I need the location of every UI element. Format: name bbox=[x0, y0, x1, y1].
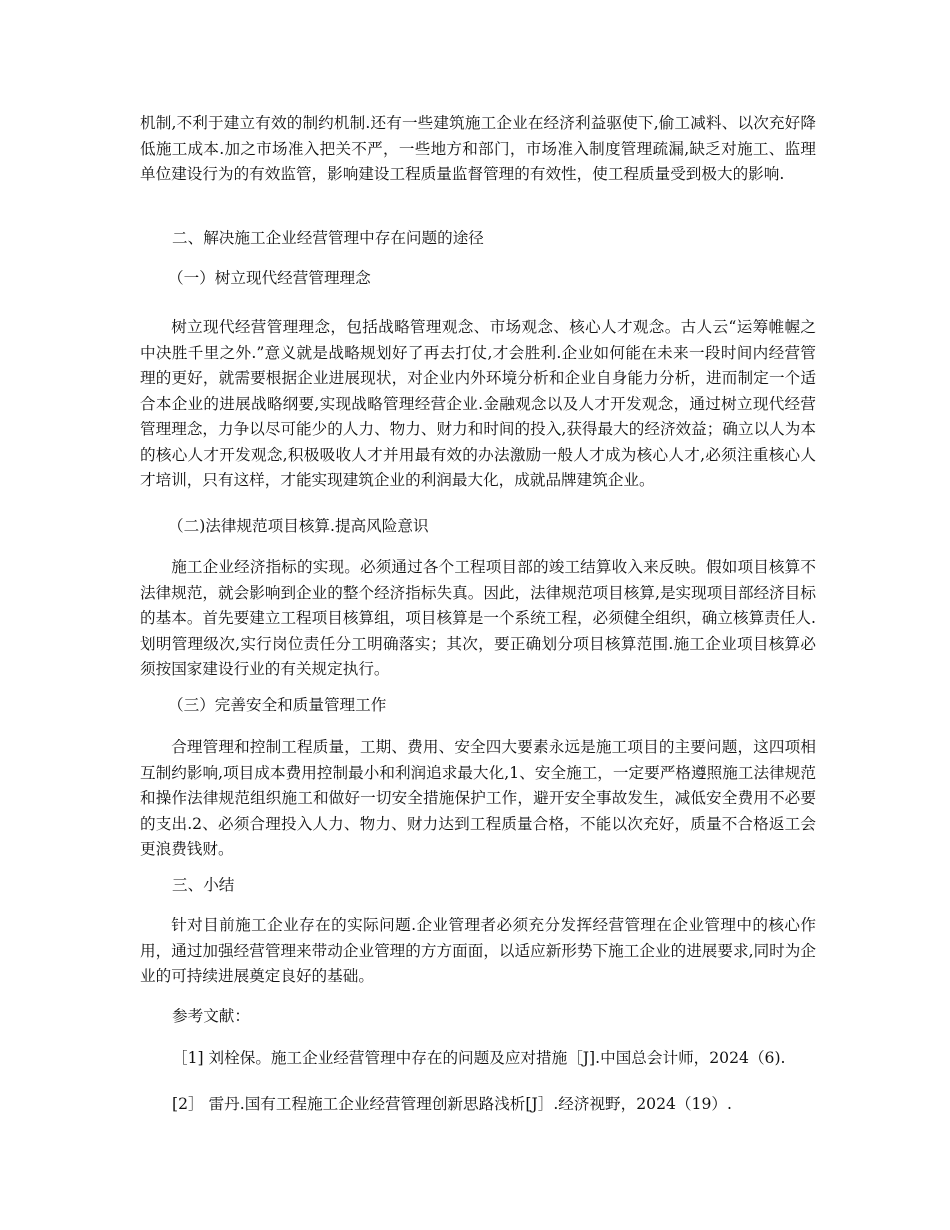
section-heading-summary: 三、小结 bbox=[172, 876, 235, 894]
reference-item: ［1] 刘栓保。施工企业经营管理中存在的问题及应对措施［J].中国总会计师，2024（6). bbox=[172, 1049, 786, 1067]
subsection-heading-2: （二)法律规范项目核算.提高风险意识 bbox=[168, 517, 429, 535]
paragraph-safety-quality: 合理管理和控制工程质量，工期、费用、安全四大要素永远是施工项目的主要问题，这四项相互制约影响,项目成本费用控制最小和利润追求最大化,1、安全施工，一定要严格遵照施工法律规范和操作法律规范组织施工和做好一切安全措施保护工作，避开安全事故发生，减低安全费用不必要的支出.2、必须合理投入人力、物力、财力达到工程质量合格，不能以次充好，质量不合格返工会更浪费钱财。 bbox=[140, 738, 816, 858]
section-heading-solutions: 二、解决施工企业经营管理中存在问题的途径 bbox=[172, 229, 484, 247]
reference-item: [2］ 雷丹.国有工程施工企业经营管理创新思路浅析[J］.经济视野，2024（19）. bbox=[172, 1095, 732, 1113]
paragraph-project-accounting: 施工企业经济指标的实现。必须通过各个工程项目部的竣工结算收入来反映。假如项目核算不法律规范，就会影响到企业的整个经济指标失真。因此，法律规范项目核算,是实现项目部经济目标的基本。首先要建立工程项目核算组，项目核算是一个系统工程，必须健全组织，确立核算责任人.划明管理级次,实行岗位责任分工明确落实；其次，要正确划分项目核算范围.施工企业项目核算必须按国家建设行业的有关规定执行。 bbox=[140, 558, 816, 678]
paragraph-continuation: 机制,不利于建立有效的制约机制.还有一些建筑施工企业在经济利益驱使下,偷工减料、以次充好降低施工成本.加之市场准入把关不严，一些地方和部门，市场准入制度管理疏漏,缺乏对施工、监理单位建设行为的有效监管，影响建设工程质量监督管理的有效性，使工程质量受到极大的影响. bbox=[140, 114, 816, 183]
references-title: 参考文献： bbox=[172, 1007, 250, 1025]
subsection-heading-3: （三）完善安全和质量管理工作 bbox=[168, 696, 387, 714]
subsection-heading-1: （一）树立现代经营管理理念 bbox=[168, 269, 371, 287]
paragraph-management-concept: 树立现代经营管理理念，包括战略管理观念、市场观念、核心人才观念。古人云“运筹帷幄之中决胜千里之外.”意义就是战略规划好了再去打仗,才会胜利.企业如何能在未来一段时间内经营管理的更好，就需要根据企业进展现状，对企业内外环境分析和企业自身能力分析，进而制定一个适合本企业的进展战略纲要,实现战略管理经营企业.金融观念以及人才开发观念，通过树立现代经营管理理念，力争以尽可能少的人力、物力、财力和时间的投入,获得最大的经济效益；确立以人为本的核心人才开发观念,积极吸收人才并用最有效的办法激励一般人才成为核心人才,必须注重核心人才培训，只有这样，才能实现建筑企业的利润最大化，成就品牌建筑企业。 bbox=[140, 318, 816, 489]
paragraph-summary: 针对目前施工企业存在的实际问题.企业管理者必须充分发挥经营管理在企业管理中的核心作用，通过加强经营管理来带动企业管理的方方面面，以适应新形势下施工企业的进展要求,同时为企业的可持续进展奠定良好的基础。 bbox=[140, 916, 816, 985]
